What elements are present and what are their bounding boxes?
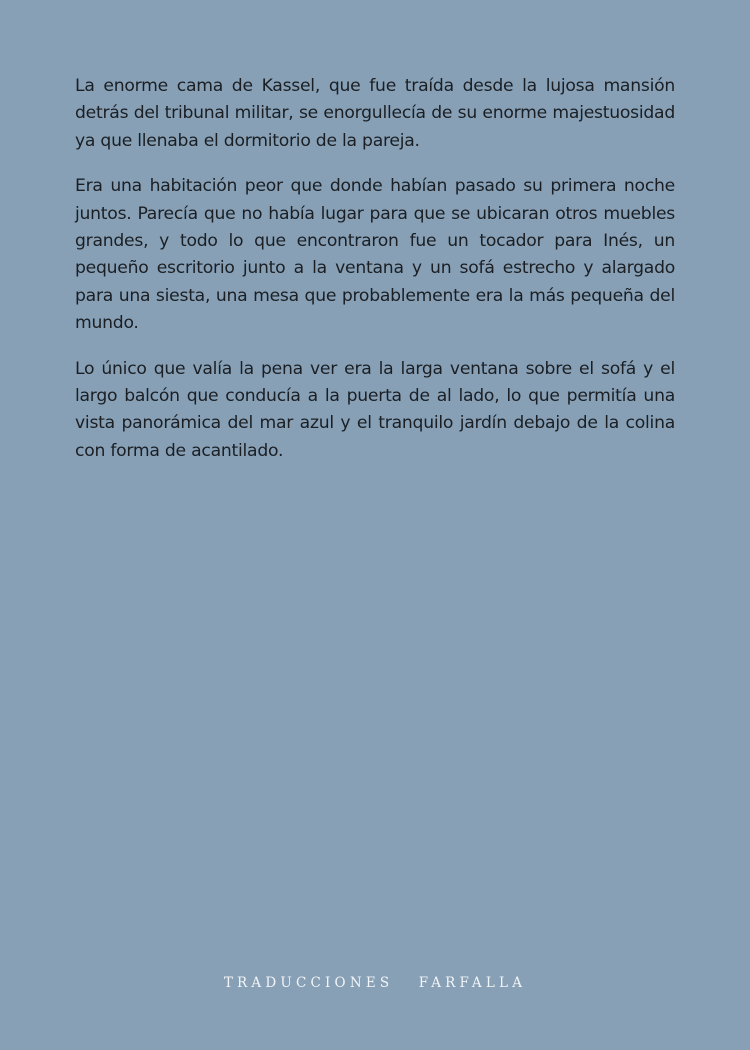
footer-credit: TRADUCCIONES FARFALLA — [223, 975, 527, 991]
paragraph-2: Era una habitación peor que donde habían pasado su primera noche juntos. Parecía que no había lugar para que se ubicaran otros muebles grandes, y todo lo que encontraron fue un tocador para Inés, un pequeño escritorio junto a la ventana y un sofá estrecho y alargado para una siesta, una mesa que probablemente era la más pequeña del mundo. — [75, 176, 675, 334]
body-text — [75, 73, 675, 483]
paragraph-1: La enorme cama de Kassel, que fue traída desde la lujosa mansión detrás del tribunal militar, se enorgullecía de su enorme majestuosidad ya que llenaba el dormitorio de la pareja. — [75, 76, 675, 151]
paragraph-3: Lo único que valía la pena ver era la larga ventana sobre el sofá y el largo balcón que conducía a la puerta de al lado, lo que permitía una vista panorámica del mar azul y el tranquilo jardín debajo de la colina con forma de acantilado. — [75, 358, 675, 461]
